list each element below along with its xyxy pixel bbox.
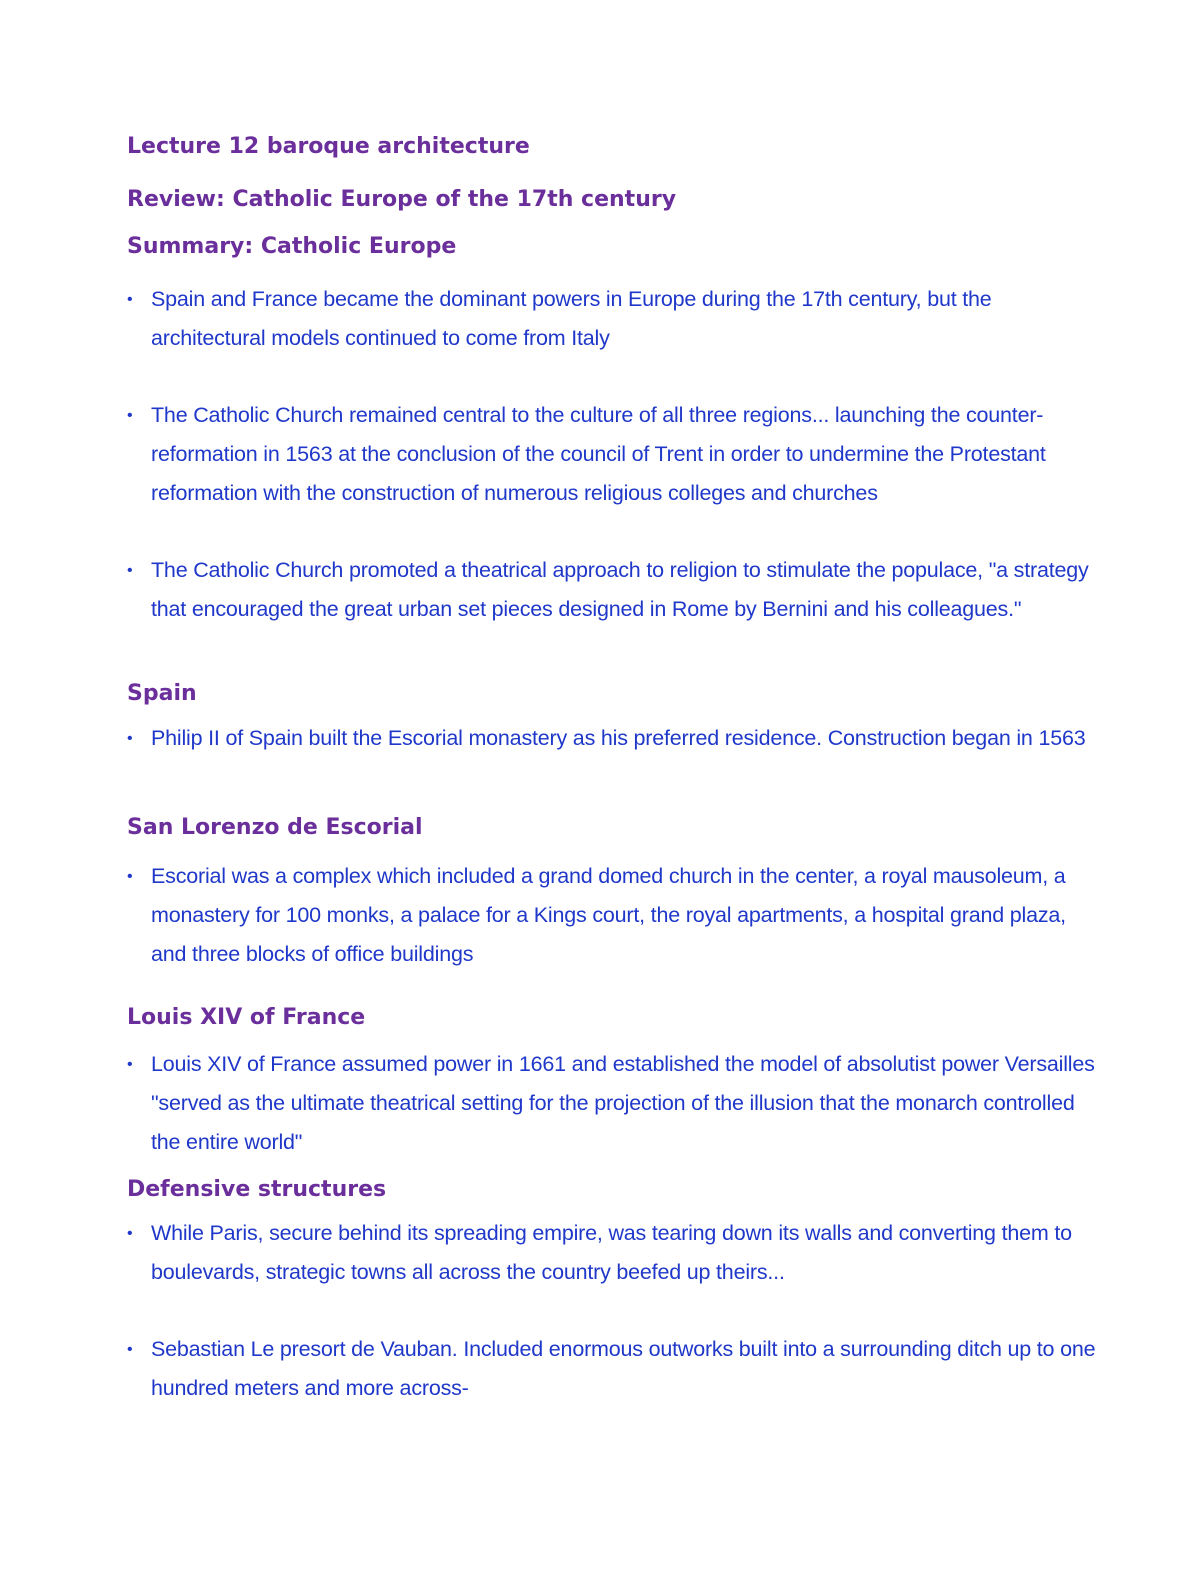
section-louis-body (127, 1045, 1097, 1162)
bullet-list (127, 1214, 1097, 1408)
page-title: Lecture 12 baroque architecture (127, 134, 530, 159)
list-item: • Escorial was a complex which included a grand domed church in the center, a royal mausoleum, a monastery for 100 monks, a palace for a Kings court, the royal apartments, a hospital grand plaza, and three blocks of office buildings (127, 857, 1097, 974)
section-heading-escorial: San Lorenzo de Escorial (127, 815, 423, 840)
list-item: • Philip II of Spain built the Escorial monastery as his preferred residence. Construction began in 1563 (127, 719, 1097, 758)
list-item: • The Catholic Church promoted a theatrical approach to religion to stimulate the populace, "a strategy that encouraged the great urban set pieces designed in Rome by Bernini and his colleagues." (127, 551, 1097, 629)
section-defensive-body (127, 1214, 1097, 1408)
section-spain-body (127, 719, 1097, 758)
section-heading-defensive: Defensive structures (127, 1177, 387, 1202)
section-escorial-body (127, 857, 1097, 974)
list-item: • While Paris, secure behind its spreading empire, was tearing down its walls and converting them to boulevards, strategic towns all across the country beefed up theirs... (127, 1214, 1097, 1292)
review-heading: Review: Catholic Europe of the 17th century (127, 187, 677, 212)
section-heading-spain: Spain (127, 681, 197, 706)
list-item: • Spain and France became the dominant powers in Europe during the 17th century, but the architectural models continued to come from Italy (127, 280, 1097, 358)
bullet-list (127, 1045, 1097, 1162)
bullet-list (127, 719, 1097, 758)
list-item: • Louis XIV of France assumed power in 1661 and established the model of absolutist power Versailles "served as the ultimate theatrical setting for the projection of the illusion that the monarch controlled the entire world" (127, 1045, 1097, 1162)
bullet-list (127, 857, 1097, 974)
bullet-list (127, 280, 1097, 629)
list-item: • The Catholic Church remained central to the culture of all three regions... launching the counter- reformation in 1563 at the conclusion of the council of Trent in order to undermine the Protestant reformation with the construction of numerous religious colleges and churches (127, 396, 1097, 513)
section-summary-body (127, 280, 1097, 629)
list-item: • Sebastian Le presort de Vauban. Included enormous outworks built into a surrounding ditch up to one hundred meters and more across- (127, 1330, 1097, 1408)
section-heading-louis: Louis XIV of France (127, 1005, 366, 1030)
section-heading-summary: Summary: Catholic Europe (127, 234, 457, 259)
